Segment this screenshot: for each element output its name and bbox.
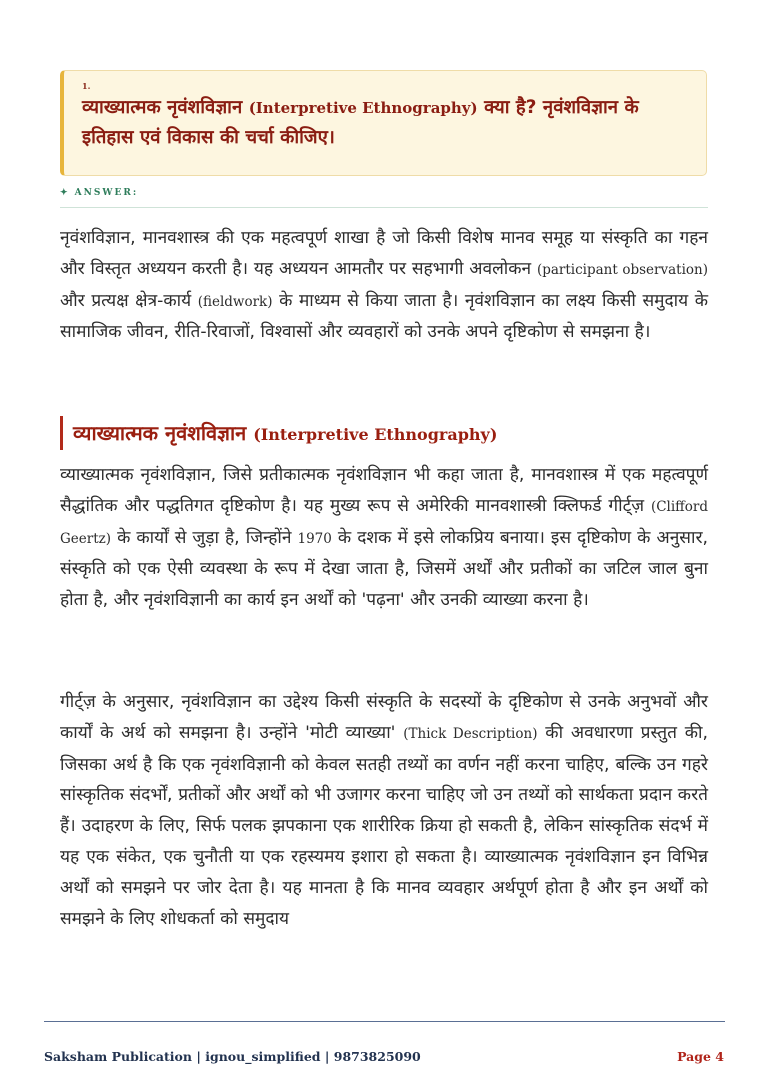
para1-text-c: और प्रत्यक्ष क्षेत्र-कार्य [60, 290, 198, 311]
para2-text-d: 1970 [297, 530, 332, 547]
answer-label: ✦ ANSWER: [60, 188, 139, 198]
footer-divider [44, 1021, 725, 1022]
para1-text-d: (fieldwork) [197, 293, 273, 310]
para2-text-a: व्याख्यात्मक नृवंशविज्ञान, जिसे प्रतीकात्मक नृवंशविज्ञान भी कहा जाता है, मानवशास्त्र में एक महत्वपूर्ण सैद्धांतिक और पद्धतिगत दृष्टिकोण है। यह मुख्य रूप से अमेरिकी मानवशास्त्री क्लिफर्ड गीर्ट्ज़ [60, 465, 708, 516]
para3-text-c: की अवधारणा प्रस्तुत की, जिसका अर्थ है कि एक नृवंशविज्ञानी को केवल सतही तथ्यों का वर्णन नहीं करना चाहिए, बल्कि उन गहरे सांस्कृतिक संदर्भों, प्रतीकों और अर्थों को भी उजागर करना चाहिए जो उन तथ्यों को सार्थकता प्रदान करते हैं। उदाहरण के लिए, सिर्फ पलक झपकाना एक शारीरिक क्रिया हो सकती है, लेकिन सांस्कृतिक संदर्भ में यह एक संकेत, एक चुनौती या एक रहस्यमय इशारा हो सकता है। व्याख्यात्मक नृवंशविज्ञान इन विभिन्न अर्थों को समझने पर जोर देता है। यह मानता है कि मानव व्यवहार अर्थपूर्ण होता है और इन अर्थों को समझने के लिए शोधकर्ता को समुदाय [60, 722, 708, 929]
heading-en: (Interpretive Ethnography) [253, 425, 498, 444]
footer-publisher: Saksham Publication | ignou_simplified | 9873825090 [44, 1049, 421, 1064]
paragraph-interpretive [60, 460, 708, 616]
answer-divider [60, 207, 708, 208]
section-heading [60, 416, 708, 450]
page-number: Page 4 [677, 1049, 724, 1064]
question-text-hi-2: क्या है? नृवंशविज्ञान के इतिहास एवं विकास की चर्चा कीजिए। [82, 97, 639, 148]
para3-text-b: (Thick Description) [403, 725, 538, 742]
heading-hi: व्याख्यात्मक नृवंशविज्ञान [73, 421, 254, 445]
paragraph-geertz [60, 687, 708, 934]
para2-text-e: के दशक में इसे लोकप्रिय बनाया। इस दृष्टिकोण के अनुसार, संस्कृति को एक ऐसी व्यवस्था के रूप में देखा जाता है, जिसमें अर्थों और प्रतीकों का जटिल जाल बुना होता है, और नृवंशविज्ञानी का कार्य इन अर्थों को 'पढ़ना' और उनकी व्याख्या करना है। [60, 527, 709, 611]
para3-text-a: गीर्ट्ज़ के अनुसार, नृवंशविज्ञान का उद्देश्य किसी संस्कृति के सदस्यों के दृष्टिकोण से उनके अनुभवों और कार्यों के अर्थ को समझना है। उन्होंने 'मोटी व्याख्या' [60, 692, 708, 743]
para2-text-c: के कार्यों से जुड़ा है, जिन्होंने [111, 527, 298, 548]
paragraph-intro [60, 223, 708, 348]
para1-text-a: नृवंशविज्ञान, मानवशास्त्र की एक महत्वपूर्ण शाखा है जो किसी विशेष मानव समूह या संस्कृति का गहन और विस्तृत अध्ययन करती है। यह अध्ययन आमतौर पर सहभागी अवलोकन [60, 228, 708, 279]
para2-text-b: (Clifford Geertz) [60, 498, 708, 547]
para1-text-e: के माध्यम से किया जाता है। नृवंशविज्ञान का लक्ष्य किसी समुदाय के सामाजिक जीवन, रीति-रिवाजों, विश्वासों और व्यवहारों को उनके अपने दृष्टिकोण से समझना है। [60, 290, 708, 343]
question-text-hi-1: व्याख्यात्मक नृवंशविज्ञान [82, 97, 249, 118]
question-number: 1. [82, 81, 91, 91]
question-box [60, 70, 707, 176]
question-text-en: (Interpretive Ethnography) [248, 99, 478, 117]
question-text [82, 93, 692, 152]
para1-text-b: (participant observation) [536, 261, 709, 278]
